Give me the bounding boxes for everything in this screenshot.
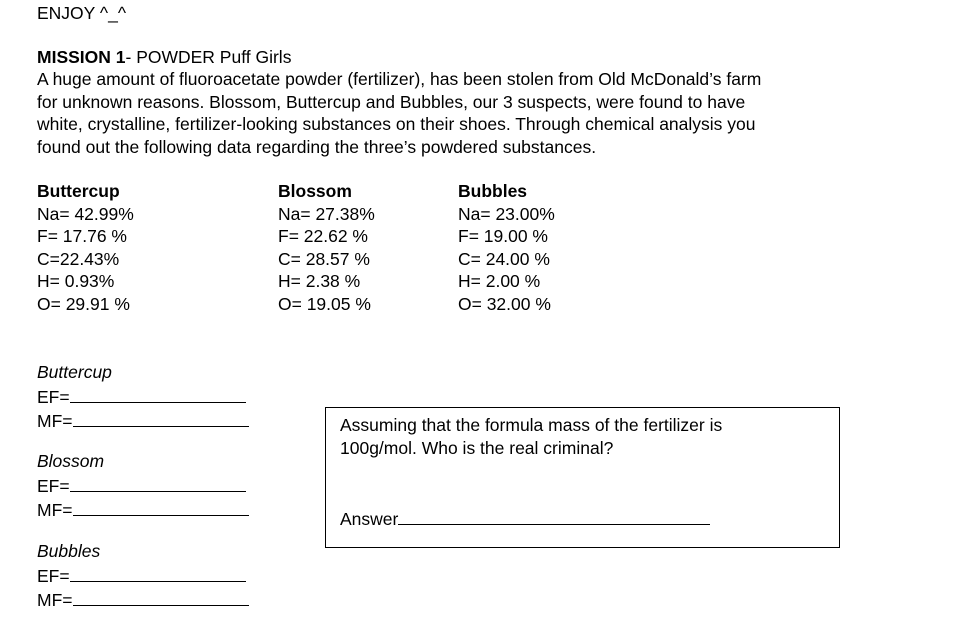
answer-group-buttercup	[37, 361, 249, 433]
answer-group-label: Blossom	[37, 451, 105, 471]
sample-fluorine: F= 22.62 %	[278, 226, 368, 246]
mf-row	[37, 408, 249, 433]
answer-row	[340, 506, 710, 531]
ef-blank[interactable]	[70, 473, 246, 492]
mf-label: MF=	[37, 590, 73, 610]
paragraph-line: for unknown reasons. Blossom, Buttercup and Bubbles, our 3 suspects, were found to have	[37, 91, 746, 112]
question-box	[325, 407, 840, 548]
mf-row	[37, 497, 249, 522]
ef-row	[37, 473, 249, 498]
mf-label: MF=	[37, 411, 73, 431]
ef-blank[interactable]	[70, 563, 246, 582]
paragraph-line: A huge amount of fluoroacetate powder (fertilizer), has been stolen from Old McDonald’s farm	[37, 69, 762, 89]
sample-bubbles	[458, 180, 555, 315]
answer-group-label: Buttercup	[37, 362, 112, 382]
answer-blank[interactable]	[398, 506, 710, 525]
sample-carbon: C= 24.00 %	[458, 248, 550, 269]
sample-blossom	[278, 180, 375, 315]
sample-fluorine: F= 19.00 %	[458, 226, 548, 246]
sample-oxygen: O= 29.91 %	[37, 293, 130, 314]
ef-row	[37, 384, 249, 409]
sample-carbon: C=22.43%	[37, 248, 120, 269]
mission-title	[37, 46, 291, 69]
mf-blank[interactable]	[73, 587, 249, 606]
question-line: Assuming that the formula mass of the fertilizer is	[340, 415, 723, 435]
mf-blank[interactable]	[73, 497, 249, 516]
answer-group-bubbles	[37, 540, 249, 612]
answer-group-blossom	[37, 450, 249, 522]
page-header: ENJOY ^_^	[37, 3, 127, 23]
sample-name: Bubbles	[458, 181, 528, 201]
sample-carbon: C= 28.57 %	[278, 248, 370, 269]
sample-name: Buttercup	[37, 181, 120, 201]
mf-row	[37, 587, 249, 612]
sample-sodium: Na= 23.00%	[458, 203, 555, 224]
answer-group-label: Bubbles	[37, 541, 101, 561]
paragraph-line: found out the following data regarding the three’s powdered substances.	[37, 136, 597, 157]
sample-oxygen: O= 32.00 %	[458, 293, 551, 314]
ef-blank[interactable]	[70, 384, 246, 403]
question-line: 100g/mol. Who is the real criminal?	[340, 437, 614, 458]
ef-label: EF=	[37, 475, 70, 496]
ef-label: EF=	[37, 386, 70, 407]
sample-hydrogen: H= 0.93%	[37, 271, 115, 291]
sample-name: Blossom	[278, 181, 352, 201]
sample-buttercup	[37, 180, 134, 315]
mission-subtitle: - POWDER Puff Girls	[125, 47, 292, 67]
sample-sodium: Na= 42.99%	[37, 203, 134, 224]
sample-sodium: Na= 27.38%	[278, 203, 375, 224]
sample-hydrogen: H= 2.00 %	[458, 271, 541, 291]
mf-label: MF=	[37, 500, 73, 520]
sample-fluorine: F= 17.76 %	[37, 226, 127, 246]
sample-hydrogen: H= 2.38 %	[278, 271, 361, 291]
paragraph-line: white, crystalline, fertilizer-looking substances on their shoes. Through chemical analysis you	[37, 114, 756, 134]
ef-label: EF=	[37, 565, 70, 586]
question-text	[340, 414, 722, 459]
mf-blank[interactable]	[73, 408, 249, 427]
answer-label: Answer	[340, 509, 399, 529]
ef-row	[37, 563, 249, 588]
sample-oxygen: O= 19.05 %	[278, 293, 371, 314]
mission-paragraph	[37, 68, 761, 158]
mission-number: MISSION 1	[37, 47, 126, 67]
